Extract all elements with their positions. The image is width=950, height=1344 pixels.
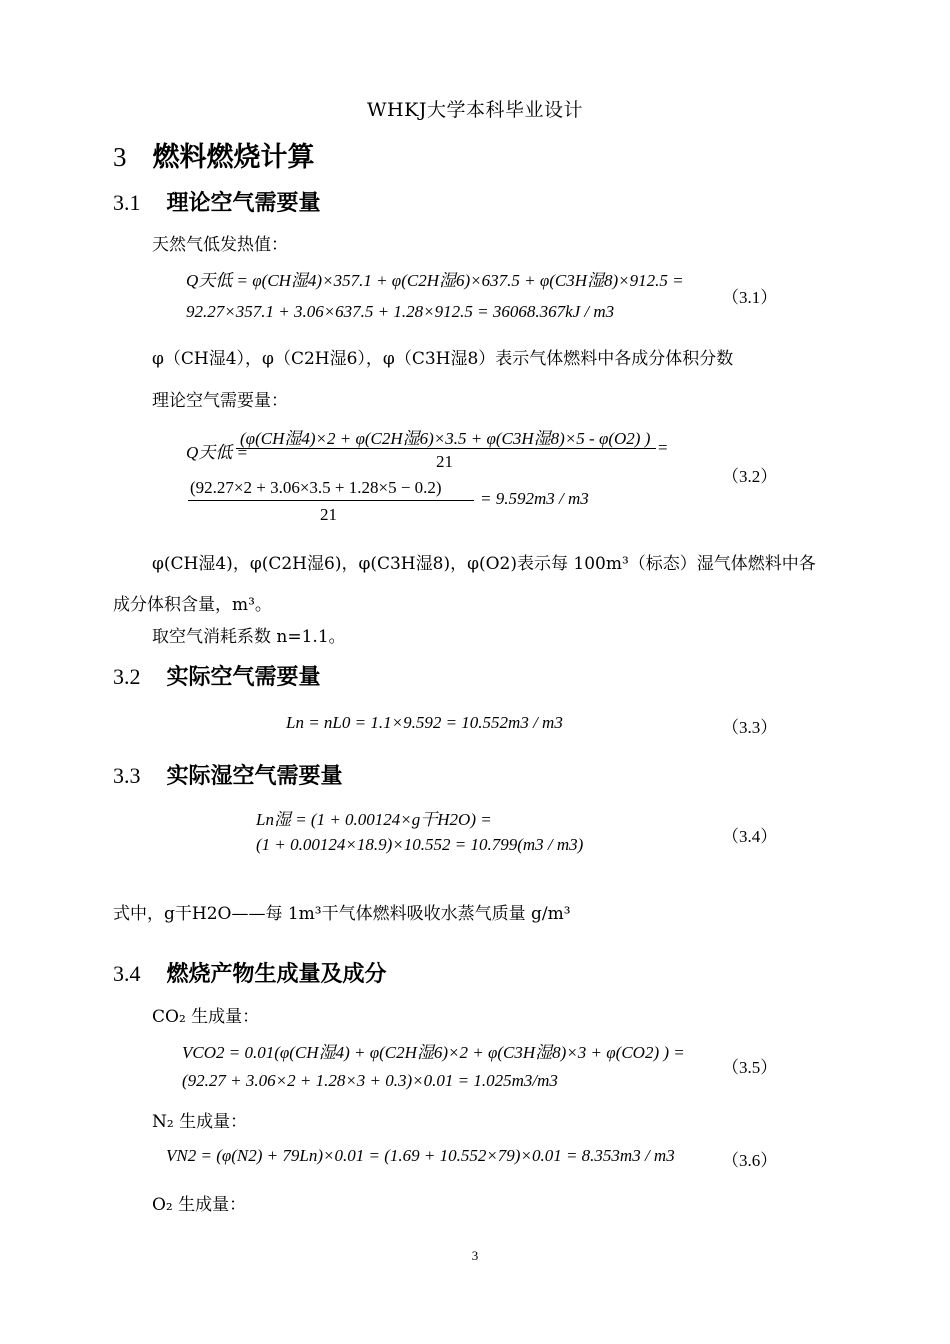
eq-3-3: Ln = nL0 = 1.1×9.592 = 10.552m3 / m3 [286, 713, 563, 732]
page-number: 3 [471, 1248, 479, 1263]
eq-number-3-1: （3.1） [722, 288, 778, 307]
chapter-title [113, 135, 315, 174]
section-heading-3-4 [113, 957, 387, 988]
section-heading-3-1 [113, 186, 321, 217]
section-number: 3.4 [113, 961, 141, 986]
eq-3-6: VN2 = (φ(N2) + 79Ln)×0.01 = (1.69 + 10.552×79)×0.01 = 8.353m3 / m3 [166, 1146, 675, 1165]
section-title: 实际湿空气需要量 [166, 764, 343, 789]
phi-description-2-cont: 成分体积含量，m³。 [113, 595, 272, 615]
eq-3-2-den2-text: 21 [320, 505, 337, 524]
eq-3-1-line2 [186, 302, 614, 322]
section-number: 3.3 [113, 763, 141, 788]
eq-3-2-lhs: Q天低 = [186, 443, 248, 462]
eq-3-2-denominator1 [436, 452, 453, 472]
low-heat-label: 天然气低发热值： [152, 235, 288, 255]
phi-description: φ（CH湿4），φ（C2H湿6），φ（C3H湿8）表示气体燃料中各成分体积分数 [152, 349, 734, 369]
consumption-coefficient: 取空气消耗系数 n=1.1。 [152, 627, 346, 647]
section-number: 3.2 [113, 664, 141, 689]
fraction-bar-2 [188, 500, 474, 501]
n2-label: N₂ 生成量： [152, 1112, 248, 1132]
eq-number-3-2: （3.2） [722, 467, 778, 486]
eq-number-3-5: （3.5） [722, 1058, 778, 1077]
section-title: 理论空气需要量 [166, 191, 321, 216]
eq-3-5-line2: (92.27 + 3.06×2 + 1.28×3 + 0.3)×0.01 = 1.025m3/m3 [182, 1071, 558, 1090]
eq-3-1-line1-text: Q天低 = φ(CH湿4)×357.1 + φ(C2H湿6)×637.5 + φ(C3H湿8)×912.5 = [186, 271, 684, 290]
section-number: 3.1 [113, 190, 141, 215]
eq-3-2-numerator2 [190, 478, 442, 498]
eq-number-3-3: （3.3） [722, 718, 778, 737]
theory-air-label: 理论空气需要量： [152, 391, 288, 411]
where-explanation: 式中，g干H2O——每 1m³干气体燃料吸收水蒸气质量 g/m³ [113, 904, 571, 924]
eq-3-2-numerator1: (φ(CH湿4)×2 + φ(C2H湿6)×3.5 + φ(C3H湿8)×5 - φ(O2) ) [240, 429, 651, 448]
eq-number-3-4: （3.4） [722, 827, 778, 846]
section-title: 实际空气需要量 [166, 665, 321, 690]
eq-3-4-line1: Ln湿 = (1 + 0.00124×g干H2O) = [256, 810, 492, 829]
chapter-number: 3 [113, 142, 127, 172]
eq-3-1-line1 [186, 266, 684, 291]
eq-3-1-line2-text: 92.27×357.1 + 3.06×637.5 + 1.28×912.5 = 36068.367kJ / m3 [186, 302, 615, 321]
co2-label: CO₂ 生成量： [152, 1007, 260, 1027]
eq-3-2-num2-text: (92.27×2 + 3.06×3.5 + 1.28×5 − 0.2) [190, 478, 442, 497]
eq-3-2-equals: = [658, 438, 668, 457]
eq-3-2-denominator2 [320, 505, 337, 525]
phi-description-2: φ(CH湿4)，φ(C2H湿6)，φ(C3H湿8)，φ(O2)表示每 100m³（标态）湿气体燃料中各 [152, 554, 816, 574]
page-header: WHKJ大学本科毕业设计 [367, 99, 583, 121]
eq-3-4-line2: (1 + 0.00124×18.9)×10.552 = 10.799(m3 / m3) [256, 835, 584, 854]
section-title: 燃烧产物生成量及成分 [166, 962, 387, 987]
o2-label: O₂ 生成量： [152, 1195, 247, 1215]
section-heading-3-3 [113, 759, 343, 790]
section-heading-3-2 [113, 660, 321, 691]
eq-3-2-result: = 9.592m3 / m3 [480, 489, 589, 508]
chapter-title-text: 燃料燃烧计算 [152, 142, 315, 173]
eq-number-3-6: （3.6） [722, 1151, 778, 1170]
eq-3-2-den1-text: 21 [436, 452, 453, 471]
fraction-bar-1 [236, 448, 656, 449]
eq-3-5-line1: VCO2 = 0.01(φ(CH湿4) + φ(C2H湿6)×2 + φ(C3H湿8)×3 + φ(CO2) ) = [182, 1043, 685, 1062]
